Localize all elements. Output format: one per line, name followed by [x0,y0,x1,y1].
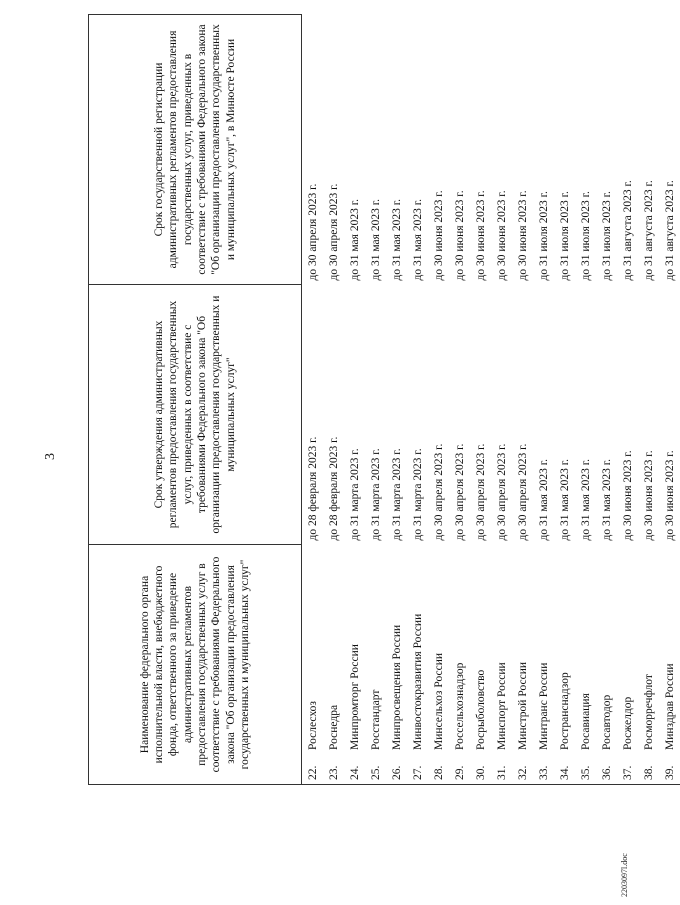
table-row [323,15,344,785]
registration-deadline: до 31 июля 2023 г. [537,191,550,281]
agency-cell [470,545,491,785]
registration-deadline: до 31 мая 2023 г. [390,199,403,281]
agency-cell [365,545,386,785]
table-row [617,15,638,785]
agency-name: Росавиация [579,693,592,750]
approval-deadline: до 30 апреля 2023 г. [495,443,508,541]
row-number: 22. [306,765,319,780]
agency-name: Минстрой России [516,662,529,750]
header-registration-deadline: Срок государственной регистрации административных регламентов предоставления государственных услуг, приведенных в соответствие с требованиями Федерального закона "Об организации предоставления государственных и муниципальных услуг", в Минюсте России [89,15,302,285]
registration-deadline: до 31 августа 2023 г. [621,180,634,281]
registration-deadline: до 31 мая 2023 г. [369,199,382,281]
agency-name: Росморречфлот [642,674,655,750]
agency-cell [302,545,324,785]
agency-cell [491,545,512,785]
agency-cell [554,545,575,785]
registration-deadline: до 31 мая 2023 г. [411,199,424,281]
agency-name: Минпросвещения России [390,624,403,750]
registration-deadline: до 31 июля 2023 г. [558,191,571,281]
agency-name: Минздрав России [663,663,676,750]
approval-deadline: до 30 апреля 2023 г. [474,443,487,541]
agency-name: Минвостокразвития России [411,613,424,750]
table-row [470,15,491,785]
agency-cell [533,545,554,785]
agency-name: Рослесхоз [306,701,319,750]
agency-cell [428,545,449,785]
approval-deadline: до 31 мая 2023 г. [537,459,550,541]
row-number: 31. [495,765,508,780]
registration-deadline: до 30 июня 2023 г. [474,190,487,281]
agency-name: Россельхознадзор [453,662,466,750]
row-number: 34. [558,765,571,780]
approval-deadline: до 30 июня 2023 г. [642,450,655,541]
approval-deadline: до 30 апреля 2023 г. [453,443,466,541]
registration-deadline: до 30 июня 2023 г. [432,190,445,281]
row-number: 24. [348,765,361,780]
row-number: 27. [411,765,424,780]
table-row [512,15,533,785]
registration-deadline: до 31 августа 2023 г. [642,180,655,281]
table-row [365,15,386,785]
deadlines-table [88,14,680,785]
row-number: 23. [327,765,340,780]
approval-deadline: до 31 марта 2023 г. [411,448,424,541]
registration-deadline: до 30 апреля 2023 г. [327,183,340,281]
agency-name: Ространснадзор [558,672,571,750]
registration-deadline: до 31 мая 2023 г. [348,199,361,281]
registration-deadline: до 31 июля 2023 г. [579,191,592,281]
row-number: 37. [621,765,634,780]
approval-deadline: до 31 марта 2023 г. [390,448,403,541]
registration-deadline: до 30 июня 2023 г. [516,190,529,281]
agency-name: Росстандарт [369,689,382,750]
agency-cell [386,545,407,785]
agency-cell [512,545,533,785]
agency-name: Росавтодор [600,694,613,750]
agency-cell [407,545,428,785]
approval-deadline: до 31 мая 2023 г. [600,459,613,541]
approval-deadline: до 30 июня 2023 г. [663,450,676,541]
table-row [428,15,449,785]
table-row [554,15,575,785]
table-row [386,15,407,785]
table-row [344,15,365,785]
agency-name: Минпромторг России [348,644,361,750]
approval-deadline: до 31 мая 2023 г. [558,459,571,541]
registration-deadline: до 30 июня 2023 г. [453,190,466,281]
table-row [449,15,470,785]
agency-name: Минсельхоз России [432,652,445,750]
table-row [533,15,554,785]
row-number: 28. [432,765,445,780]
table-row [491,15,512,785]
approval-deadline: до 31 марта 2023 г. [348,448,361,541]
approval-deadline: до 31 мая 2023 г. [579,459,592,541]
table-body [302,15,680,785]
registration-deadline: до 30 июня 2023 г. [495,190,508,281]
table-row [407,15,428,785]
agency-cell [344,545,365,785]
registration-deadline: до 31 августа 2023 г. [663,180,676,281]
row-number: 38. [642,765,655,780]
row-number: 26. [390,765,403,780]
agency-cell [617,545,638,785]
row-number: 29. [453,765,466,780]
approval-deadline: до 30 апреля 2023 г. [516,443,529,541]
registration-deadline: до 31 июля 2023 г. [600,191,613,281]
row-number: 30. [474,765,487,780]
agency-cell [323,545,344,785]
row-number: 36. [600,765,613,780]
approval-deadline: до 28 февраля 2023 г. [327,436,340,541]
approval-deadline: до 28 февраля 2023 г. [306,436,319,541]
agency-cell [638,545,659,785]
row-number: 39. [663,765,676,780]
header-agency: Наименование федерального органа исполнительной власти, внебюджетного фонда, ответственного за приведение административных регламентов предоставления государственных услуг в соответствие с требованиями Федерального закона "Об организации предоставления государственных и муниципальных услуг" [89,545,302,785]
footer-file-code: 2203097l.doc [620,853,629,897]
page-number: 3 [43,453,58,460]
approval-deadline: до 30 июня 2023 г. [621,450,634,541]
agency-name: Минтранс России [537,662,550,750]
header-approval-deadline: Срок утверждения административных регламентов предоставления государственных услуг, приведенных в соответствие с требованиями Федерального закона "Об организации предоставления государственных и муниципальных услуг" [89,285,302,545]
table-header-row [89,15,302,785]
agency-name: Минспорт России [495,662,508,750]
agency-cell [596,545,617,785]
table-row [638,15,659,785]
agency-name: Росжелдор [621,696,634,750]
table-row [659,15,680,785]
row-number: 35. [579,765,592,780]
agency-cell [575,545,596,785]
table-row [302,15,324,785]
row-number: 33. [537,765,550,780]
approval-deadline: до 30 апреля 2023 г. [432,443,445,541]
agency-name: Росрыболовство [474,669,487,750]
table-row [596,15,617,785]
agency-name: Роснедра [327,704,340,750]
registration-deadline: до 30 апреля 2023 г. [306,183,319,281]
table-row [575,15,596,785]
row-number: 32. [516,765,529,780]
approval-deadline: до 31 марта 2023 г. [369,448,382,541]
agency-cell [659,545,680,785]
row-number: 25. [369,765,382,780]
agency-cell [449,545,470,785]
